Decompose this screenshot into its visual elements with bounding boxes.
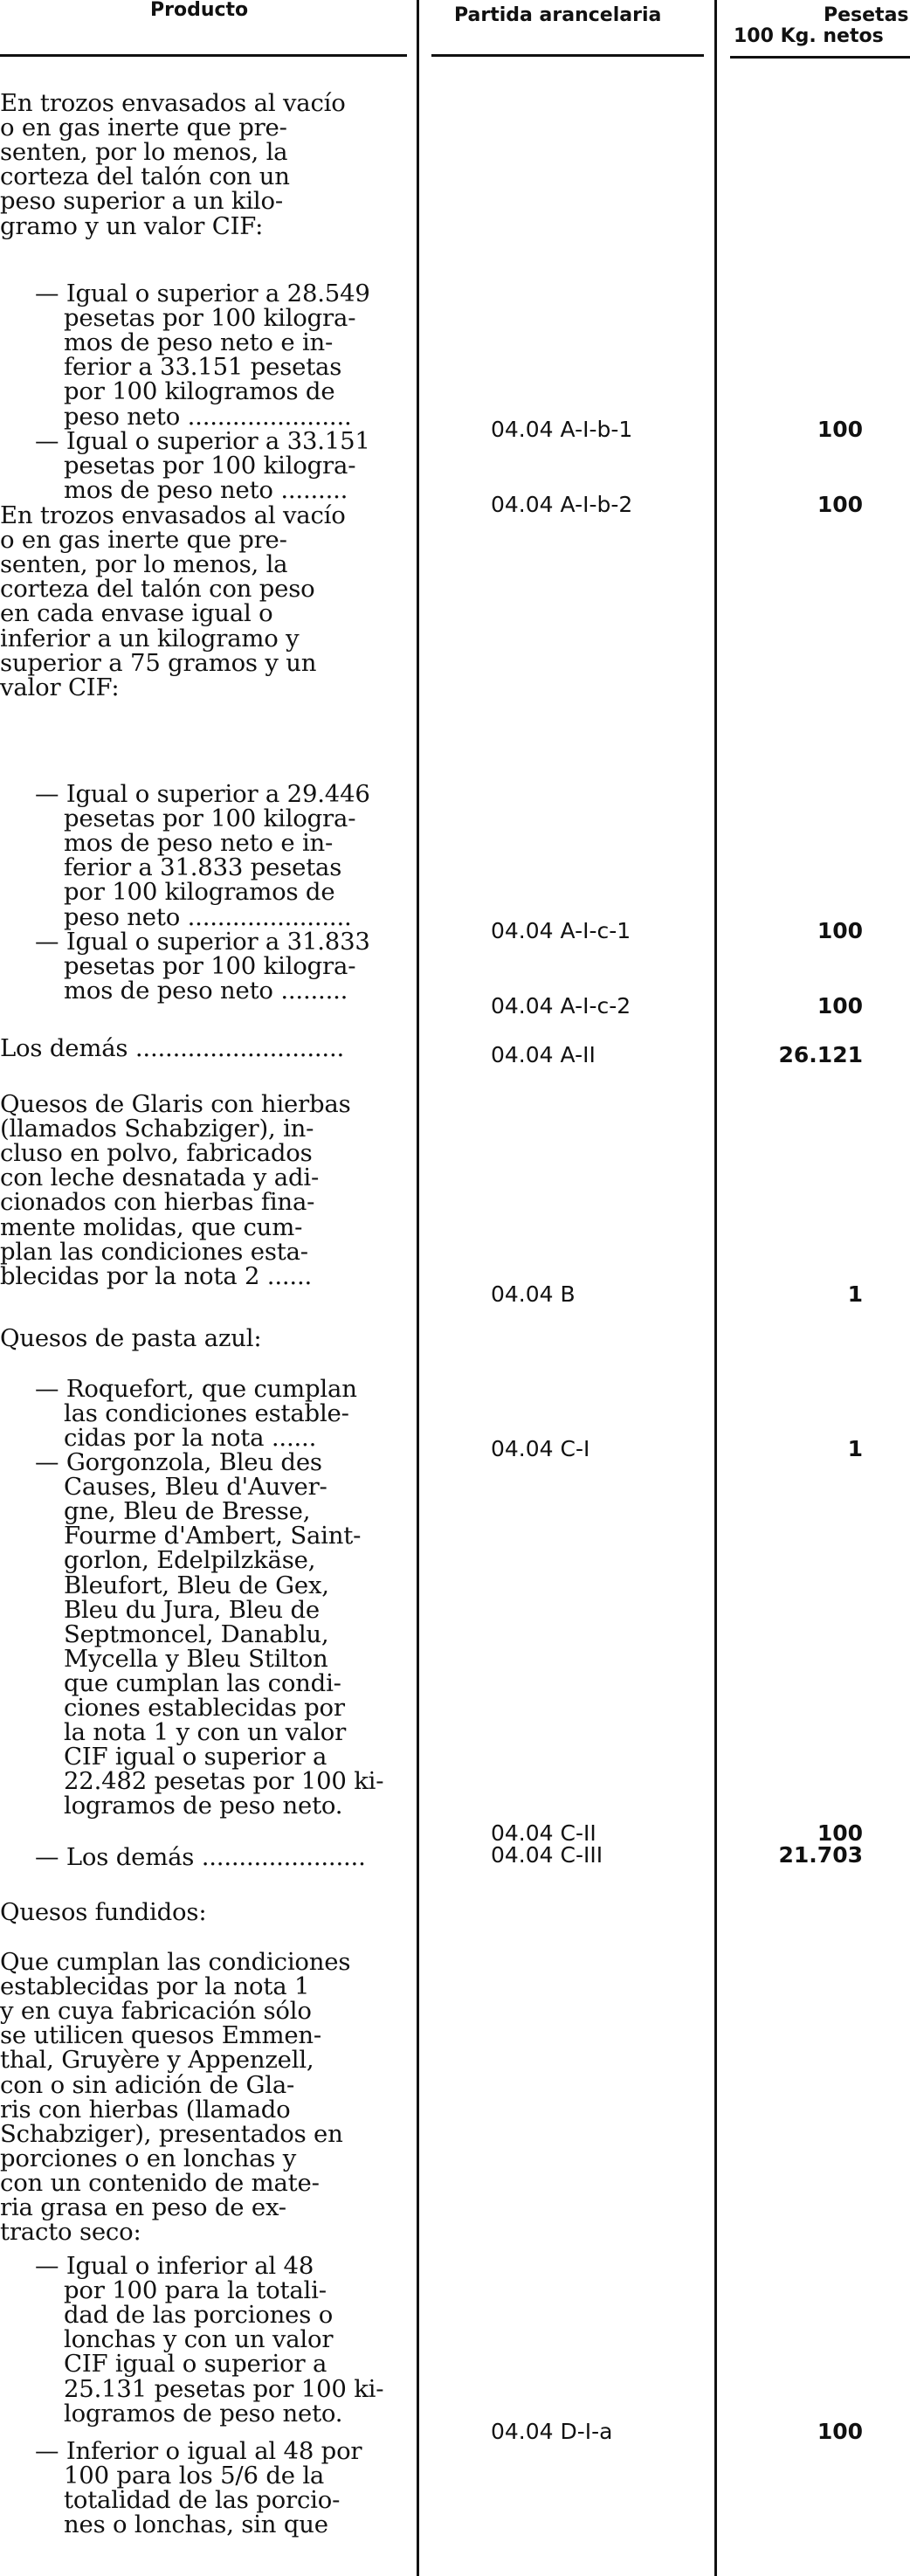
pesetas-value: 26.121 bbox=[778, 1042, 863, 1067]
product-line: — Los demás ...................... bbox=[35, 1843, 366, 1871]
product-line: Causes, Bleu d'Auver- bbox=[64, 1473, 327, 1502]
product-line: establecidas por la nota 1 bbox=[0, 1972, 310, 2001]
product-line: thal, Gruyère y Appenzell, bbox=[0, 2046, 314, 2075]
product-line: cluso en polvo, fabricados bbox=[0, 1139, 313, 1168]
product-line: que cumplan las condi- bbox=[64, 1668, 341, 1697]
tariff-code: 04.04 A-I-c-1 bbox=[491, 918, 631, 943]
product-line: corteza del talón con un bbox=[0, 162, 290, 191]
product-line: 100 para los 5/6 de la bbox=[64, 2462, 325, 2490]
pesetas-value: 100 bbox=[817, 918, 863, 943]
product-line: con leche desnatada y adi- bbox=[0, 1164, 320, 1192]
product-line: lonchas y con un valor bbox=[64, 2325, 334, 2354]
product-line: Septmoncel, Danablu, bbox=[64, 1619, 329, 1648]
product-line: mos de peso neto e in- bbox=[64, 328, 334, 357]
product-line: Bleu du Jura, Bleu de bbox=[64, 1595, 320, 1624]
product-line: valor CIF: bbox=[0, 673, 120, 701]
product-line: logramos de peso neto. bbox=[64, 2399, 343, 2428]
product-line: ris con hierbas (llamado bbox=[0, 2095, 291, 2124]
product-line: senten, por lo menos, la bbox=[0, 138, 288, 167]
pesetas-value: 1 bbox=[847, 1281, 863, 1307]
product-line: se utilicen quesos Emmen- bbox=[0, 2021, 322, 2050]
product-line: peso neto ...................... bbox=[64, 902, 352, 931]
pesetas-value: 100 bbox=[817, 492, 863, 517]
product-line: Bleufort, Bleu de Gex, bbox=[64, 1571, 329, 1599]
header-rule-producto bbox=[0, 54, 407, 57]
product-line: la nota 1 y con un valor bbox=[64, 1718, 347, 1747]
column-divider-left bbox=[417, 0, 419, 2576]
product-line: Quesos de Glaris con hierbas bbox=[0, 1090, 351, 1118]
product-line: Quesos de pasta azul: bbox=[0, 1324, 262, 1352]
product-line: — Inferior o igual al 48 por bbox=[35, 2437, 362, 2465]
product-line: — Igual o superior a 33.151 bbox=[35, 427, 370, 455]
product-line: logramos de peso neto. bbox=[64, 1792, 343, 1820]
product-line: — Gorgonzola, Bleu des bbox=[35, 1448, 322, 1476]
product-line: mente molidas, que cum- bbox=[0, 1212, 303, 1241]
header-rule-pesetas bbox=[730, 56, 910, 59]
tariff-code: 04.04 A-II bbox=[491, 1042, 596, 1067]
tariff-code: 04.04 C-I bbox=[491, 1436, 590, 1461]
column-divider-right bbox=[714, 0, 717, 2576]
product-line: ferior a 31.833 pesetas bbox=[64, 853, 342, 882]
tariff-code: 04.04 A-I-b-1 bbox=[491, 417, 633, 442]
product-line: gne, Bleu de Bresse, bbox=[64, 1497, 311, 1526]
product-line: en cada envase igual o bbox=[0, 599, 273, 628]
product-line: y en cuya fabricación sólo bbox=[0, 1997, 312, 2026]
product-line: gramo y un valor CIF: bbox=[0, 211, 264, 240]
pesetas-value: 100 bbox=[817, 2419, 863, 2444]
product-line: — Roquefort, que cumplan bbox=[35, 1375, 357, 1403]
product-line: nes o lonchas, sin que bbox=[64, 2510, 328, 2539]
pesetas-value: 100 bbox=[817, 993, 863, 1019]
product-line: gorlon, Edelpilzkäse, bbox=[64, 1546, 316, 1575]
tariff-code: 04.04 A-I-c-2 bbox=[491, 993, 631, 1019]
product-line: (llamados Schabziger), in- bbox=[0, 1115, 314, 1143]
tariff-code: 04.04 C-III bbox=[491, 1842, 603, 1868]
product-line: senten, por lo menos, la bbox=[0, 550, 288, 579]
product-line: cidas por la nota ...... bbox=[64, 1424, 317, 1453]
product-line: por 100 para la totali- bbox=[64, 2276, 327, 2305]
pesetas-value: 100 bbox=[817, 1820, 863, 1846]
product-line: Mycella y Bleu Stilton bbox=[64, 1644, 328, 1673]
product-line: inferior a un kilogramo y bbox=[0, 624, 300, 653]
product-line: dad de las porciones o bbox=[64, 2301, 334, 2330]
product-line: totalidad de las porcio- bbox=[64, 2486, 341, 2515]
product-line: — Igual o superior a 28.549 bbox=[35, 280, 370, 307]
product-line: ria grasa en peso de ex- bbox=[0, 2193, 286, 2221]
product-line: por 100 kilogramos de bbox=[64, 377, 335, 406]
pesetas-value: 21.703 bbox=[778, 1842, 863, 1868]
tariff-code: 04.04 B bbox=[491, 1281, 576, 1307]
product-line: pesetas por 100 kilogra- bbox=[64, 952, 356, 981]
product-line: mos de peso neto e in- bbox=[64, 829, 334, 858]
header-rule-partida bbox=[431, 54, 704, 57]
product-line: por 100 kilogramos de bbox=[64, 878, 335, 907]
product-line: Quesos fundidos: bbox=[0, 1898, 207, 1926]
product-line: peso neto ...................... bbox=[64, 402, 352, 431]
product-line: mos de peso neto ......... bbox=[64, 476, 348, 505]
product-line: Que cumplan las condiciones bbox=[0, 1948, 351, 1976]
product-line: En trozos envasados al vacío bbox=[0, 501, 346, 529]
product-line: corteza del talón con peso bbox=[0, 575, 315, 604]
product-line: — Igual o superior a 31.833 bbox=[35, 928, 370, 956]
product-line: ciones establecidas por bbox=[64, 1694, 345, 1722]
header-producto: Producto bbox=[150, 0, 249, 21]
product-line: 25.131 pesetas por 100 ki- bbox=[64, 2374, 384, 2403]
header-kg-netos: 100 Kg. netos bbox=[734, 25, 884, 47]
tariff-code: 04.04 C-II bbox=[491, 1820, 596, 1846]
product-line: Fourme d'Ambert, Saint- bbox=[64, 1522, 362, 1550]
header-partida-arancelaria: Partida arancelaria bbox=[454, 4, 662, 26]
product-line: pesetas por 100 kilogra- bbox=[64, 805, 356, 833]
product-line: blecidas por la nota 2 ...... bbox=[0, 1261, 313, 1290]
product-line: con un contenido de mate- bbox=[0, 2168, 320, 2197]
tariff-code: 04.04 D-I-a bbox=[491, 2419, 613, 2444]
tariff-code: 04.04 A-I-b-2 bbox=[491, 492, 633, 517]
product-line: con o sin adición de Gla- bbox=[0, 2070, 295, 2099]
product-line: mos de peso neto ......... bbox=[64, 977, 348, 1005]
pesetas-value: 1 bbox=[847, 1436, 863, 1461]
product-line: tracto seco: bbox=[0, 2218, 141, 2247]
header-pesetas: Pesetas bbox=[824, 4, 909, 26]
product-line: pesetas por 100 kilogra- bbox=[64, 304, 356, 333]
product-line: 22.482 pesetas por 100 ki- bbox=[64, 1767, 384, 1796]
product-line: Schabziger), presentados en bbox=[0, 2119, 343, 2148]
product-line: CIF igual o superior a bbox=[64, 1743, 327, 1771]
product-line: porciones o en lonchas y bbox=[0, 2144, 297, 2172]
product-line: peso superior a un kilo- bbox=[0, 187, 283, 216]
product-line: cionados con hierbas fina- bbox=[0, 1188, 315, 1217]
product-line: o en gas inerte que pre- bbox=[0, 526, 287, 555]
product-line: Los demás ............................ bbox=[0, 1034, 345, 1062]
product-line: ferior a 33.151 pesetas bbox=[64, 353, 342, 382]
product-line: pesetas por 100 kilogra- bbox=[64, 452, 356, 480]
product-line: — Igual o superior a 29.446 bbox=[35, 780, 370, 808]
product-line: las condiciones estable- bbox=[64, 1399, 349, 1428]
pesetas-value: 100 bbox=[817, 417, 863, 442]
product-line: o en gas inerte que pre- bbox=[0, 114, 287, 142]
product-line: En trozos envasados al vacío bbox=[0, 89, 346, 117]
product-line: superior a 75 gramos y un bbox=[0, 648, 317, 677]
product-line: CIF igual o superior a bbox=[64, 2350, 327, 2379]
product-line: plan las condiciones esta- bbox=[0, 1237, 308, 1266]
product-line: — Igual o inferior al 48 bbox=[35, 2252, 314, 2280]
